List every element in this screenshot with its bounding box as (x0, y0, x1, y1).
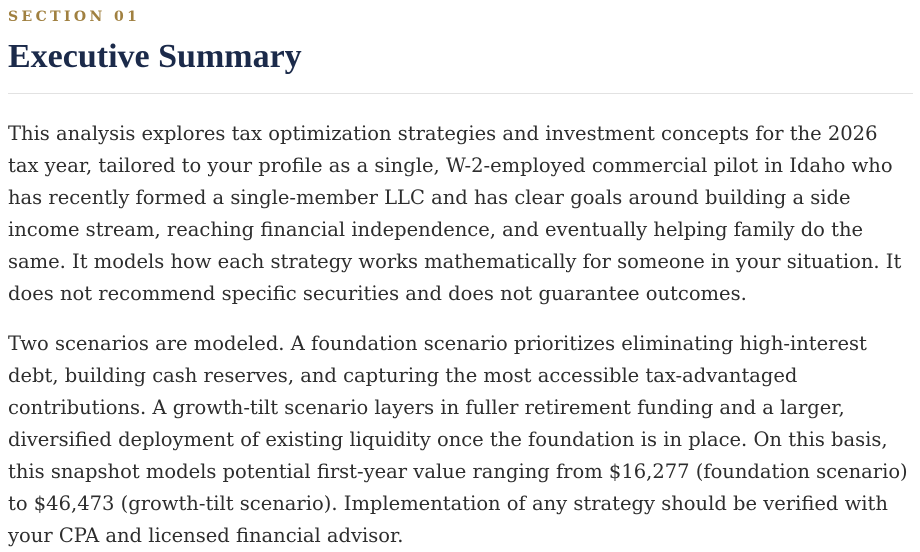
section-eyebrow: SECTION 01 (8, 9, 141, 25)
summary-paragraph-intro: This analysis explores tax optimization strategies and investment concepts for the 2026 tax year, tailored to your profile as a single, W-2-employed commercial pilot in Idaho who has recently formed a single-member LLC and has clear goals around building a side income stream, reaching financial independence, and eventually helping family do the same. It models how each strategy works mathematically for someone in your situation. It does not recommend specific securities and does not guarantee outcomes. (8, 122, 902, 305)
section-title: Executive Summary (8, 38, 302, 75)
section-divider (8, 93, 913, 94)
summary-paragraph-scenarios: Two scenarios are modeled. A foundation scenario prioritizes eliminating high-interest debt, building cash reserves, and capturing the most accessible tax-advantaged contributions. A growth-tilt scenario layers in fuller retirement funding and a larger, diversified deployment of existing liquidity once the foundation is in place. On this basis, this snapshot models potential first-year value ranging from $16,277 (foundation scenario) to $46,473 (growth-tilt scenario). Implementation of any strategy should be verified with your CPA and licensed financial advisor. (8, 332, 908, 547)
executive-summary-section (8, 0, 913, 552)
